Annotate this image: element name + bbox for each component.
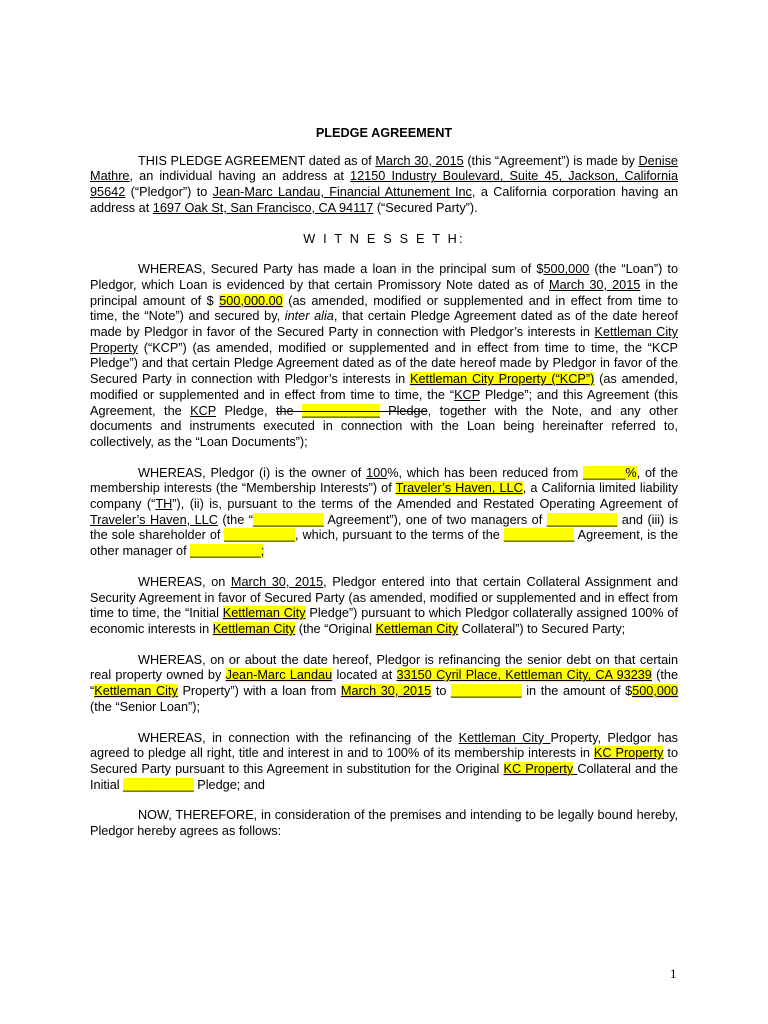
- text-run: in the amount of $: [521, 684, 633, 699]
- text-run: Kettleman City: [458, 730, 551, 745]
- text-run: Traveler’s Haven, LLC: [90, 512, 218, 527]
- text-run: in the principal amount of $: [90, 277, 679, 308]
- text-run: 33150 Cyril Place, Kettleman City, CA 93239: [396, 668, 652, 683]
- text-run: __________: [252, 512, 324, 527]
- text-run: %, which has been reduced from: [387, 465, 584, 480]
- text-run: the: [275, 403, 303, 418]
- text-run: Kettleman City: [222, 606, 306, 621]
- text-run: Kettleman City Property (“KCP”): [410, 372, 595, 387]
- text-run: __________: [503, 528, 575, 543]
- text-run: (this “Agreement”) is made by: [463, 153, 639, 168]
- text-run: 100: [366, 465, 388, 480]
- text-run: KC Property: [593, 746, 664, 761]
- text-run: , together with the Note, and any other documents and instruments executed in connection with the Loan being hereinafter referred to, collectively, as the “Loan Documents”);: [90, 403, 679, 449]
- text-run: Agreement, is the other manager of: [90, 528, 679, 559]
- text-run: KCP: [454, 387, 480, 402]
- text-run: (the “Original: [295, 621, 376, 636]
- text-run: (the “Senior Loan”);: [90, 699, 201, 714]
- text-run: __________: [546, 512, 618, 527]
- document-body: [90, 126, 678, 840]
- whereas-refinancing-paragraph: [90, 653, 678, 716]
- text-run: located at: [332, 668, 397, 683]
- text-run: Collateral and the Initial: [90, 761, 678, 792]
- text-run: THIS PLEDGE AGREEMENT dated as of: [138, 153, 376, 168]
- text-run: __________: [123, 777, 194, 792]
- text-run: Pledge; and: [193, 777, 265, 792]
- text-run: WHEREAS, on: [138, 574, 231, 589]
- text-run: ______%: [583, 465, 637, 480]
- text-run: 1697 Oak St, San Francisco, CA 94117: [152, 200, 374, 215]
- text-run: , a California limited liability company (“: [90, 481, 678, 512]
- text-run: Jean-Marc Landau, Financial Attunement Inc: [212, 185, 472, 200]
- text-run: Jean-Marc Landau: [225, 668, 333, 683]
- text-run: March 30, 2015: [340, 684, 432, 699]
- now-therefore-paragraph: [90, 808, 678, 839]
- text-run: Kettleman City: [212, 621, 296, 636]
- text-run: NOW, THEREFORE, in consideration of the premises and intending to be legally bound hereby, Pledgor hereby agrees as follows:: [90, 808, 678, 839]
- text-run: Kettleman City Property: [90, 325, 679, 355]
- text-run: __________: [451, 684, 522, 699]
- document-title: PLEDGE AGREEMENT: [315, 126, 453, 140]
- text-run: Property, Pledgor has agreed to pledge all right, title and interest in and to 100% of its membership interests in: [90, 730, 679, 761]
- whereas-collateral-paragraph: [90, 575, 678, 638]
- text-run: , that certain Pledge Agreement dated as of the date hereof made by Pledgor in favor of the Secured Party in connection with Pledgor’s interests in: [90, 309, 678, 340]
- text-run: WHEREAS, Pledgor (i) is the owner of: [138, 465, 367, 480]
- text-run: Pledge”) pursuant to which Pledgor collaterally assigned 100% of economic interests in: [90, 606, 679, 636]
- page-number: 1: [670, 966, 677, 981]
- text-run: Pledge: [379, 403, 428, 418]
- text-run: Kettleman City: [94, 684, 178, 699]
- text-run: __________: [224, 528, 295, 543]
- text-run: March 30, 2015: [549, 277, 641, 292]
- text-run: , of the membership interests (the “Membership Interests”) of: [90, 465, 678, 496]
- text-run: ;: [260, 544, 265, 559]
- intro-paragraph: [90, 154, 678, 217]
- text-run: March 30, 2015: [230, 574, 324, 589]
- text-run: (“Secured Party”).: [373, 200, 478, 215]
- text-run: ”), (ii) is, pursuant to the terms of the Amended and Restated Operating Agreement of: [172, 497, 678, 512]
- text-run: WHEREAS, Secured Party has made a loan in the principal sum of $: [138, 262, 544, 277]
- text-run: (“Pledgor”) to: [125, 185, 213, 200]
- text-run: Pledge,: [216, 403, 276, 418]
- whereas-owner-paragraph: [90, 466, 678, 560]
- whereas-pledge-paragraph: [90, 731, 678, 794]
- text-run: inter alia: [284, 309, 334, 324]
- text-run: and (iii) is the sole shareholder of: [90, 512, 678, 543]
- text-run: to Secured Party pursuant to this Agreement in substitution for the Original: [90, 746, 678, 776]
- text-run: (the “: [217, 512, 253, 527]
- text-run: (as amended, modified or supplemented and in effect from time to time, the “Note”) and secured by,: [90, 293, 678, 324]
- text-run: (as amended, modified or supplemented and in effect from time to time, the “: [90, 372, 678, 402]
- text-run: , a California corporation having an address at: [90, 185, 678, 215]
- text-run: 500,000.00: [219, 293, 283, 308]
- text-run: Traveler’s Haven, LLC: [395, 481, 523, 496]
- text-run: 12150 Industry Boulevard, Suite 45, Jackson, California 95642: [90, 169, 679, 200]
- witnesseth-heading: W I T N E S S E T H:: [303, 231, 465, 246]
- text-run: Pledge”; and this Agreement (this Agreement, the: [90, 387, 678, 418]
- text-run: (the “: [90, 668, 679, 699]
- text-run: Kettleman City: [375, 621, 459, 636]
- text-run: ___________: [302, 403, 380, 418]
- text-run: __________: [190, 544, 261, 559]
- text-run: Agreement”), one of two managers of: [323, 512, 547, 527]
- text-run: WHEREAS, in connection with the refinancing of the: [138, 730, 459, 745]
- text-run: , an individual having an address at: [129, 169, 351, 184]
- text-run: Collateral”) to Secured Party;: [458, 621, 626, 636]
- text-run: , which, pursuant to the terms of the: [294, 528, 504, 543]
- text-run: KC Property: [503, 761, 574, 776]
- text-run: Property”) with a loan from: [177, 684, 341, 699]
- text-run: Denise Mathre: [90, 153, 678, 184]
- text-run: (“KCP”) (as amended, modified or supplemented and in effect from time to time, the “KCP Pledge”) and that certain Pledge Agreement dated as of the date hereof made by Pledgor in favor of the Secured Party in connection with Pledgor’s interests in: [90, 340, 678, 387]
- text-run: 500,000: [632, 684, 679, 699]
- text-run: March 30, 2015: [375, 153, 464, 168]
- text-run: WHEREAS, on or about the date hereof, Pledgor is refinancing the senior debt on that certain real property owned by: [90, 652, 678, 683]
- text-run: (the “Loan”) to Pledgor, which Loan is evidenced by that certain Promissory Note dated as of: [90, 262, 678, 292]
- text-run: KCP: [190, 403, 216, 418]
- text-run: , Pledgor entered into that certain Collateral Assignment and Security Agreement in favor of Secured Party (as amended, modified or supplemented and in effect from time to time, the “Initial: [90, 574, 678, 621]
- whereas-loan-paragraph: [90, 262, 678, 450]
- text-run: TH: [155, 497, 173, 512]
- text-run: to: [431, 684, 452, 699]
- text-run: 500,000: [543, 262, 590, 277]
